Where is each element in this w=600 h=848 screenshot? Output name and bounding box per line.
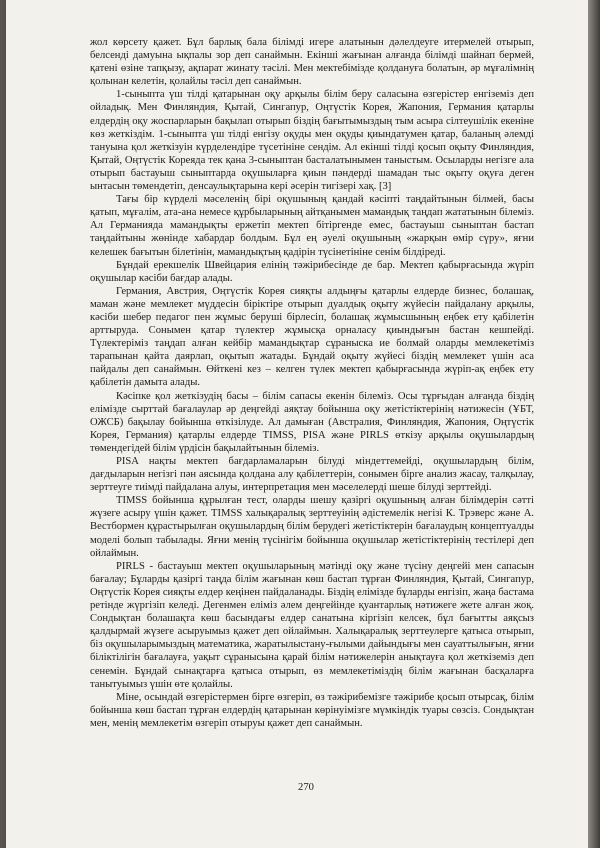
paragraph: Міне, осындай өзгерістермен бірге өзгеріп, өз тәжірибемізге тәжірибе қосып отырсақ, білім бойынша көш бастап тұрған елдердің қатарынан көрінуімізге мүмкіндік туары сөзсіз. Сондықтан мен, менің мемлекетім өзгеріп отыруы қажет деп санаймын. bbox=[90, 691, 534, 729]
body-text bbox=[90, 36, 534, 730]
paragraph: Бұндай ерекшелік Швейцария елінің тәжірибесінде де бар. Мектеп қабырғасында жүріп оқушылар кәсіби бағдар алады. bbox=[90, 259, 534, 284]
paragraph: жол көрсету қажет. Бұл барлық бала білімді игере алатынын дәлелдеуге итермелей отырып, белсенді дамуына ықпалы зор деп санаймын. Екінші жағынан алғанда білімді шайнап бермей, қатені өзіне тапқызу, ақпарат жинату тәсілі. Мен мектебімізде қолдануға болатын, әр мұғалімнің қолынан келетін, қолайлы тәсіл деп санаймын. bbox=[90, 37, 534, 88]
paragraph: PISA нақты мектеп бағдарламаларын білуді міндеттемейді, оқушылардың білім, дағдыларын негізгі пән аясында қолдана алу қабілеттерін, сонымен бірге анализ жасау, талқылау, зерттеуге тиімді пайдалана алуы, интерпретация мен мәселелерді шеше білуді зерттейді. bbox=[90, 456, 534, 494]
page-number: 270 bbox=[298, 782, 314, 793]
paragraph: PIRLS - бастауыш мектеп оқушыларының мәтінді оқу және түсіну деңгейі мен сапасын бағалау; Бұларды қазіргі таңда білім жағынан көш бастап тұрған Финляндия, Қытай, Сингапур, Оңтүстік Корея сияқты елдер кеңінен пайдаланады. Біздің елімізде бұларды енгізіп, жаңа бастама ретінде жүргізіп келеді. Дегенмен еліміз әлем деңгейінде қуантарлық нәтижеге жете алған жоқ. Сондықтан болашақта көш басындағы елдер санатына кіргізіп келсек, бұл бағытты аяқсыз қалдырмай жүзеге асыруымыз қажет деп ойлаймын. Халықаралық зерттеулерге қатыса отырып, біз оқушыларымыздың математика, жаратылыстану-ғылыми дайындығы мен сауаттылығын, яғни біліктілігін бағалауға, уақыт сұранысына қарай білім нәтижелерін анықтауға қол жеткіземіз деп сенемін. Бұндай сынақтарға қатыса отырып, өз мемлекетіміздің білім жағынан басқаларға танытуымыз үшін өте қолайлы. bbox=[90, 560, 534, 690]
paragraph: Кәсіпке қол жеткізудің басы – білім сапасы екенін білеміз. Осы тұрғыдан алғанда біздің елімізде сырттай бағалаулар әр деңгейді аяқтау бойынша оқу жетістіктерінің нәтижесін (ҰБТ, ОЖСБ) бақылау бойынша өткізілуде. Ал дамыған (Австралия, Финляндия, Жапония, Оңтүстік Корея, Германия) қатарлы елдерде TIMSS, PISA және PIRLS өткізу арқылы оқушылардың төмендегідей білім үрдісін бақылайтынын білеміз. bbox=[90, 390, 534, 454]
paragraph: TIMSS бойынша құрылған тест, оларды шешу қазіргі оқушының алған білімдерін сәтті жүзеге асыру үшін қажет. TIMSS халықаралық зерттеуінің әдістемелік негізі К. Трэверс және А. Вестбормен құрастырылған оқушылардың білім берудегі жетістіктерін бағалаудың концептуалды моделі болып табылады. Яғни менің түсінігім бойынша оқушылар жетістіктерінің тестілері деп ойлаймын. bbox=[90, 495, 534, 559]
paragraph: 1-сыныпта үш тілді қатарынан оқу арқылы білім беру саласына өзгерістер енгіземіз деп ойладық. Мен Финляндия, Қытай, Сингапур, Оңтүстік Корея, Жапония, Германия қатарлы елдердің оқу жоспарларын бақылап отырып біздің бағытымыздың тым асыра сілтеушілік екеніне көз жеткіздім. 1-сыныпта үш тілді енгізу оқуды мен оқуды қиындатумен қатар, баланың әлемді тануына қол жеткізуін күрделендіре түсетініне сендім. Ал екінші тілді қосып оқыту Финляндия, Қытай, Оңтүстік Кореяда тек қана 3-сыныптан басталатынымен таныстым. Осыларды негізге ала отырып бастауыш сыныптарда оқушыларға қиын пәндерді шамадан тыс оқыту оқуға деген ынтасын төмендетіп, денсаулықтарына кері әсерін тигізері хақ. [3] bbox=[90, 89, 534, 193]
document-page bbox=[6, 0, 588, 848]
scan-edge-shadow bbox=[588, 0, 600, 848]
paragraph: Тағы бір күрделі мәселенің бірі оқушының қандай кәсіпті таңдайтынын білмей, басы қатып, мұғалім, ата-ана немесе құрбыларының айтқанымен мамандық таңдап жататынын білеміз. Ал Германияда мамандықты ержетіп мектеп бітіргенде емес, бастауыш сыныптан бастап таңдайтыны жөнінде хабардар болдым. Бұл ең әуелі оқушының «жарқын өмір сүру», яғни келешек бағытын білетінін, мамандықтың қадірін түсінетініне сенім білдіреді. bbox=[90, 194, 534, 258]
paragraph: Германия, Австрия, Оңтүстік Корея сияқты алдыңғы қатарлы елдерде бизнес, болашақ, маман және мемлекет мүддесін біріктіре отырып дуалдық оқыту жүйесін пайдалану арқылы, кәсіби шебер педагог пен жұмыс беруші бірлесіп, болашақ жұмысшының еңбек ету қабілетін арттыруда. Сонымен қатар түлектер жұмысқа орналасу қиындығын бастан кешпейді. Түлектерімiз таңдап алған кейбір мамандықтар сұраныска ие болмай оларды мемлекетіміз тарапынан қайта даярлап, оқытып жатады. Бұндай оқыту жүйесі біздің мемлекет үшін аса пайдалы деп санаймын. Өйткені кез – келген түлек мектеп қабырғасында жүріп-ақ еңбек ету қабілетін дамыта алады. bbox=[90, 285, 534, 389]
